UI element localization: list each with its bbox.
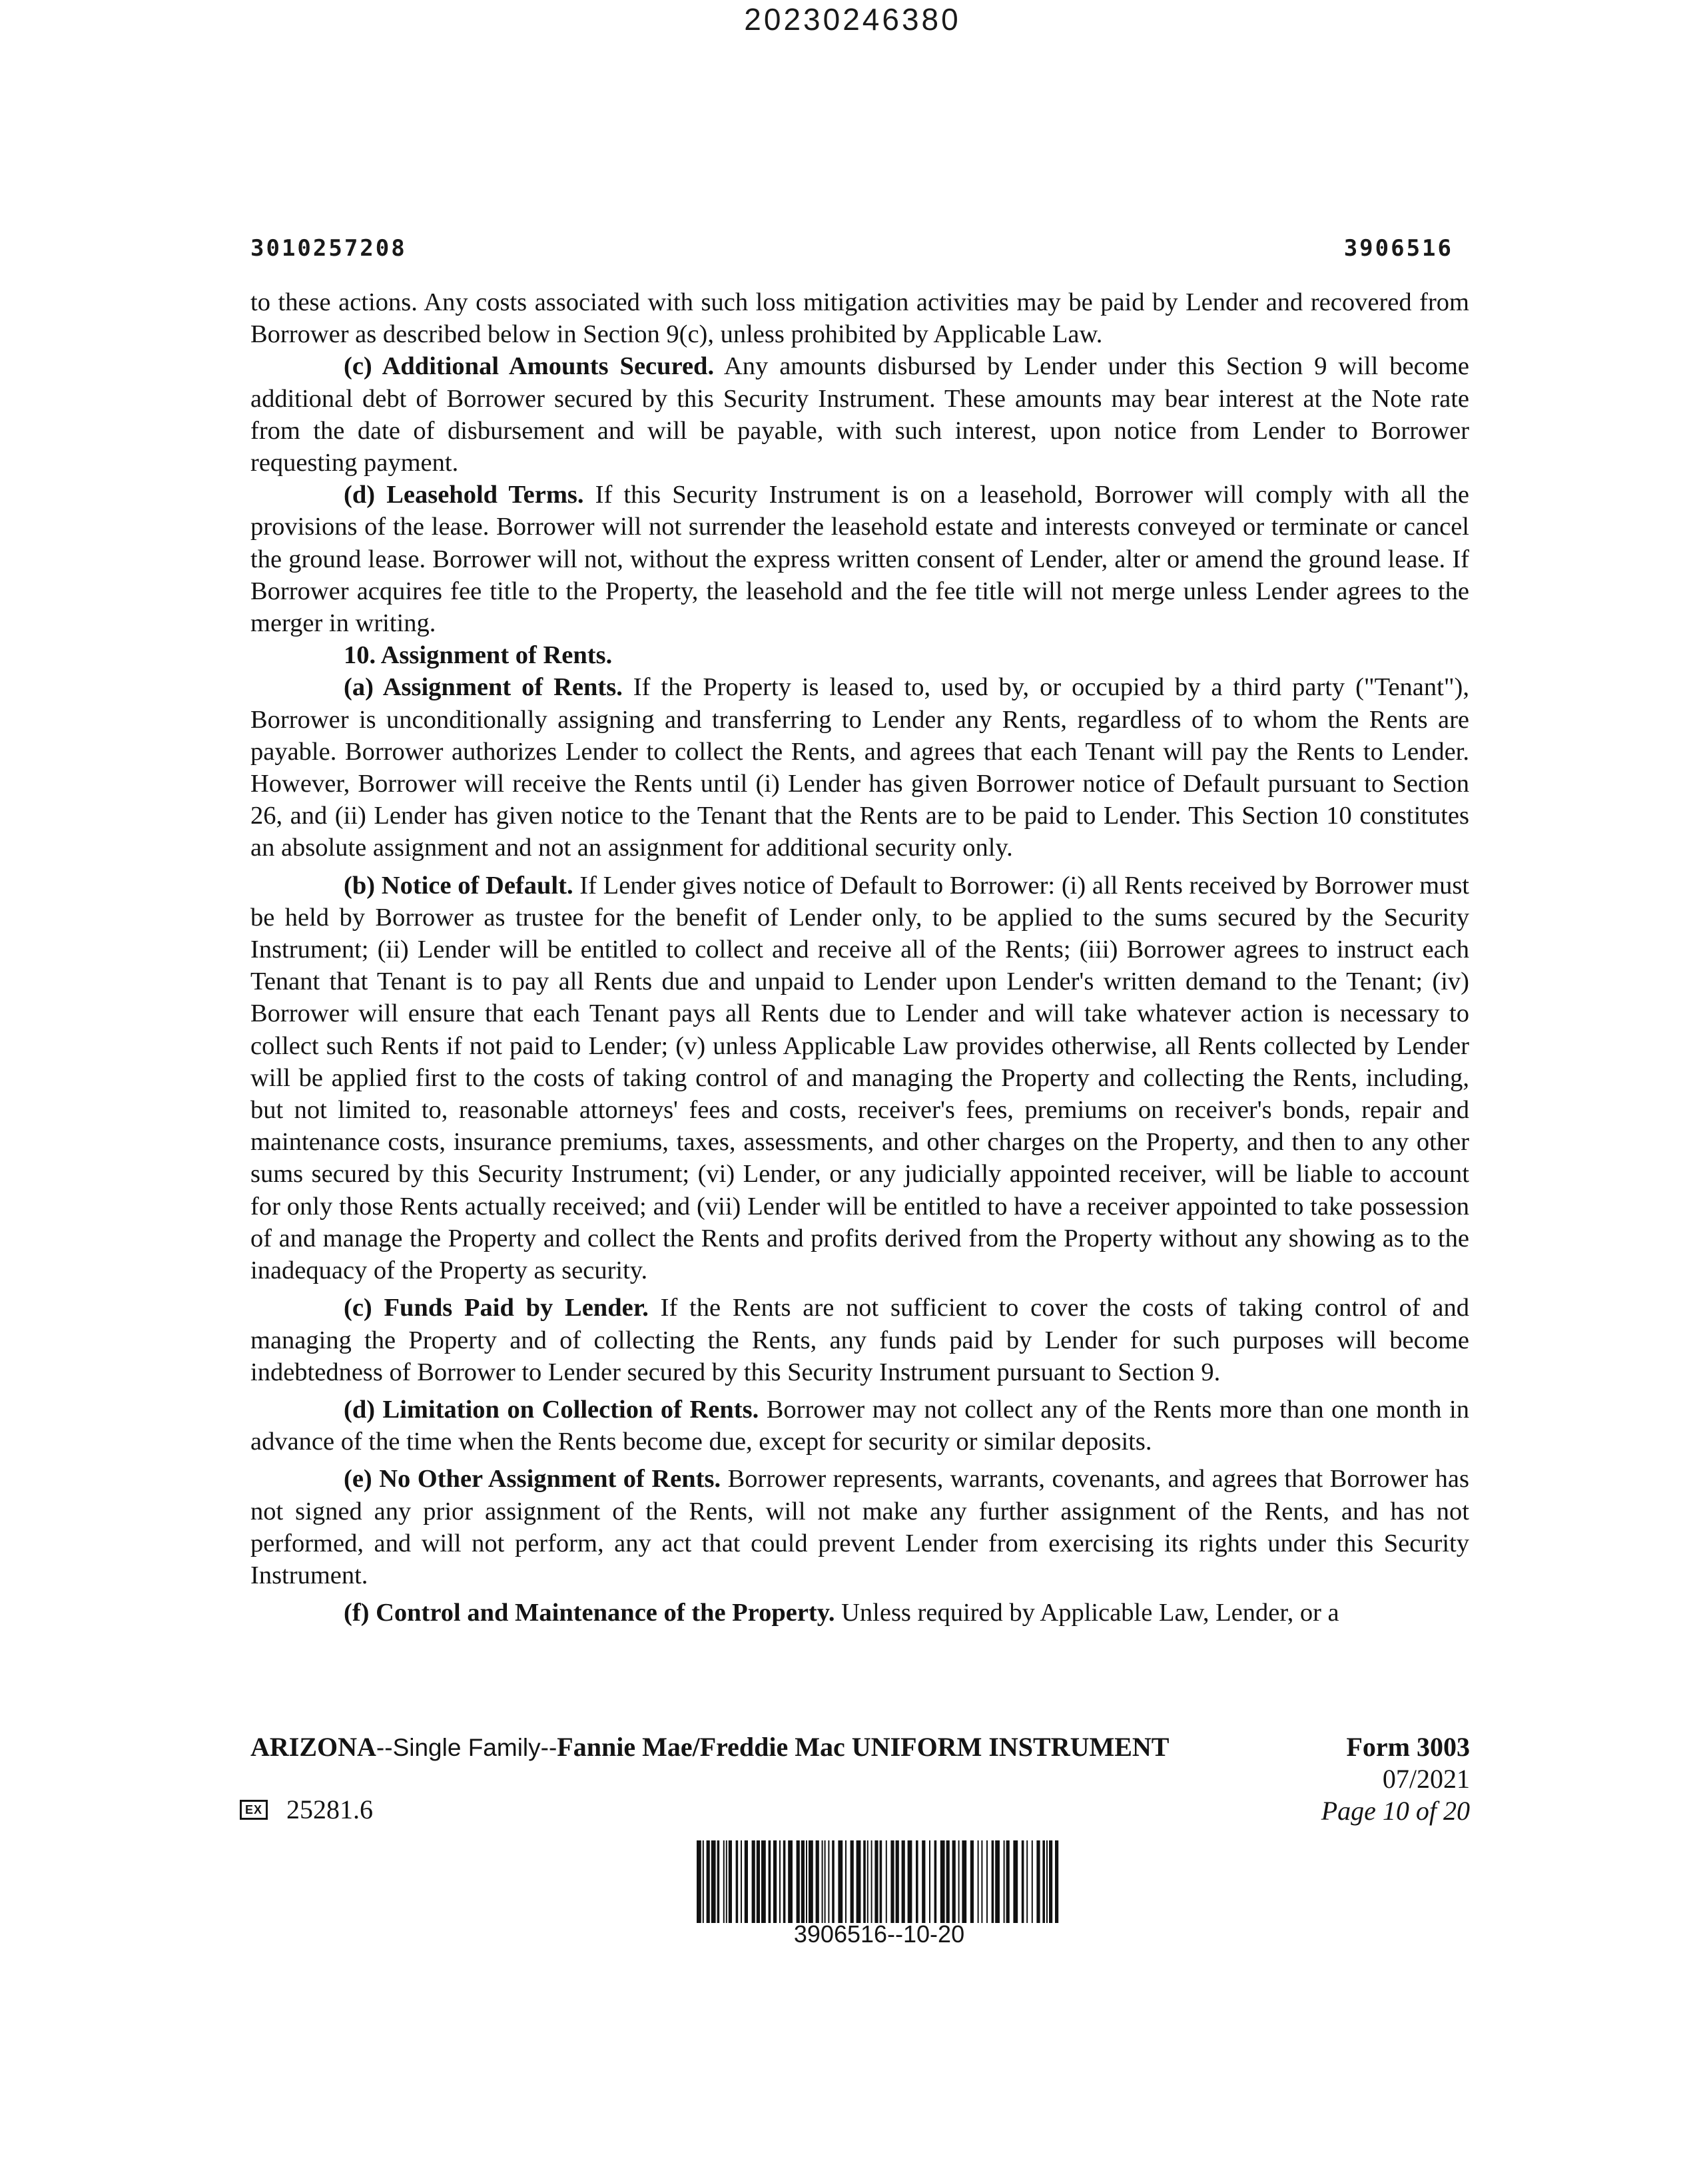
- section-heading: (f) Control and Maintenance of the Property.: [344, 1599, 835, 1627]
- paragraph-leasehold-terms: (d) Leasehold Terms. If this Security Instrument is on a leasehold, Borrower will comply with all the provisions of the lease. Borrower will not surrender the leasehold estate and interests conveyed or terminate or cancel the ground lease. Borrower will not, without the express written consent of Lender, alter or amend the ground lease. If Borrower acquires fee title to the Property, the leasehold and the fee title will not merge unless Lender agrees to the merger in writing.: [250, 481, 1469, 638]
- paragraph-funds-paid-by-lender: (c) Funds Paid by Lender. If the Rents are not sufficient to cover the costs of taking control of and managing the Property and of collecting the Rents, any funds paid by Lender for such purposes will become indebtedness of Borrower to Lender secured by this Security Instrument pursuant to Section 9.: [250, 1294, 1469, 1386]
- barcode-caption: 3906516--10-20: [793, 1920, 965, 1948]
- paragraph-assignment-of-rents: (a) Assignment of Rents. If the Property is leased to, used by, or occupied by a third party ("Tenant"), Borrower is unconditionally assigning and transferring to Lender any Rents, regardless of to whom the Rents are payable. Borrower authorizes Lender to collect the Rents, and agrees that each Tenant will pay the Rents to Lender. However, Borrower will receive the Rents until (i) Lender has given Borrower notice of Default pursuant to Section 26, and (ii) Lender has given notice to the Tenant that the Rents are to be paid to Lender. This Section 10 constitutes an absolute assignment and not an assignment for additional security only.: [250, 673, 1469, 862]
- form-number: Form 3003: [1346, 1732, 1470, 1762]
- section-title-assignment-of-rents: 10. Assignment of Rents.: [344, 641, 613, 670]
- section-heading: (c) Additional Amounts Secured.: [344, 352, 715, 381]
- form-info: [1321, 1731, 1470, 1827]
- document-body: [250, 286, 1469, 1629]
- paragraph-loss-mitigation-continued: to these actions. Any costs associated with such loss mitigation activities may be paid by Lender and recovered from Borrower as described below in Section 9(c), unless prohibited by Applicable Law.: [250, 288, 1469, 349]
- barcode-image: [693, 1840, 1066, 1923]
- paragraph-notice-of-default: (b) Notice of Default. If Lender gives notice of Default to Borrower: (i) all Rents received by Borrower must be held by Borrower as trustee for the benefit of Lender only, to be applied to the sums secured by the Security Instrument; (ii) Lender will be entitled to collect and receive all of the Rents; (iii) Borrower agrees to instruct each Tenant that Tenant is to pay all Rents due and unpaid to Lender upon Lender's written demand to the Tenant; (iv) Borrower will ensure that each Tenant pays all Rents due to Lender and will take whatever action is necessary to collect such Rents if not paid to Lender; (v) unless Applicable Law provides otherwise, all Rents collected by Lender will be applied first to the costs of taking control of and managing the Property and collecting the Rents, including, but not limited to, reasonable attorneys' fees and costs, receiver's fees, premiums on receiver's bonds, repair and maintenance costs, insurance premiums, taxes, assessments, and other charges on the Property, and then to any other sums secured by this Security Instrument; (vi) Lender, or any judicially appointed receiver, will be liable to account for only those Rents actually received; and (vii) Lender will be entitled to have a receiver appointed to take possession of and manage the Property and collect the Rents and profits derived from the Property without any showing as to the inadequacy of the Property as security.: [250, 871, 1469, 1285]
- section-heading: (b) Notice of Default.: [344, 871, 573, 900]
- section-heading: (e) No Other Assignment of Rents.: [344, 1465, 721, 1494]
- paragraph-control-and-maintenance: (f) Control and Maintenance of the Property. Unless required by Applicable Law, Lender, or a: [344, 1599, 1339, 1627]
- section-heading: (c) Funds Paid by Lender.: [344, 1294, 649, 1322]
- paragraph-limitation-on-collection: (d) Limitation on Collection of Rents. Borrower may not collect any of the Rents more than one month in advance of the time when the Rents become due, except for security or similar deposits.: [250, 1395, 1469, 1456]
- section-heading: (d) Limitation on Collection of Rents.: [344, 1395, 759, 1424]
- document-number: 3906516: [1343, 235, 1453, 262]
- loan-number: 3010257208: [250, 235, 407, 262]
- doc-code: 25281.6: [286, 1794, 373, 1824]
- ex-document-icon: EX: [240, 1800, 268, 1820]
- form-title: ARIZONA--Single Family--Fannie Mae/Freddie Mac UNIFORM INSTRUMENT: [250, 1732, 1170, 1762]
- paragraph-additional-amounts: (c) Additional Amounts Secured. Any amounts disbursed by Lender under this Section 9 will become additional debt of Borrower secured by this Security Instrument. These amounts may bear interest at the Note rate from the date of disbursement and will be payable, with such interest, upon notice from Lender to Borrower requesting payment.: [250, 352, 1469, 477]
- recording-number: 20230246380: [744, 2, 961, 37]
- paragraph-no-other-assignment: (e) No Other Assignment of Rents. Borrower represents, warrants, covenants, and agrees that Borrower has not signed any prior assignment of the Rents, will not make any further assignment of the Rents, and has not performed, and will not perform, any act that could prevent Lender from exercising its rights under this Security Instrument.: [250, 1465, 1470, 1589]
- form-date: 07/2021: [1382, 1764, 1470, 1794]
- doc-code-row: [240, 1794, 373, 1825]
- page-indicator: Page 10 of 20: [1321, 1796, 1470, 1826]
- section-heading: (d) Leasehold Terms.: [344, 481, 584, 509]
- section-heading: (a) Assignment of Rents.: [344, 673, 623, 702]
